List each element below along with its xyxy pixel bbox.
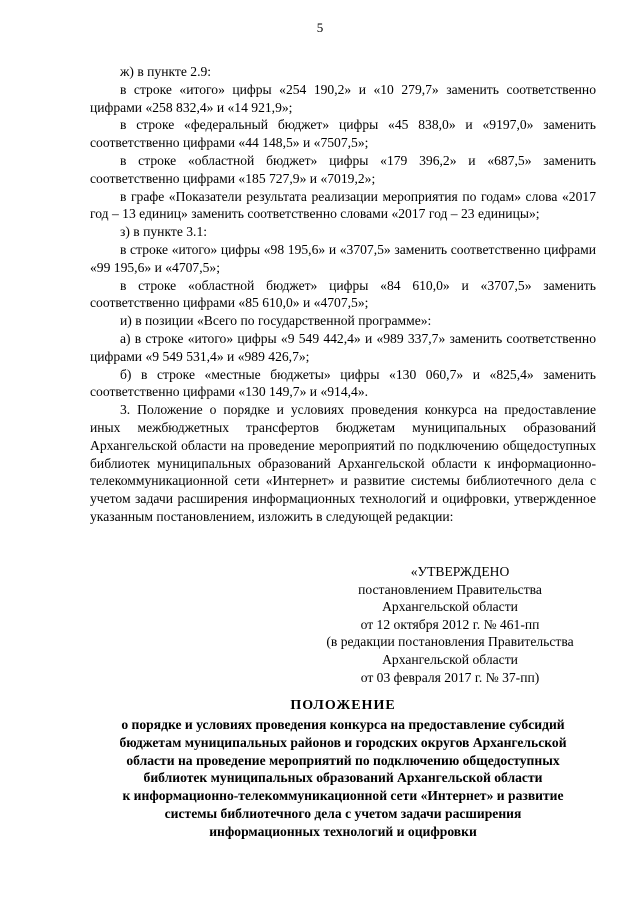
title-heading: ПОЛОЖЕНИЕ [290,698,396,713]
paragraph-local-budgets: б) в строке «местные бюджеты» цифры «130 060,7» и «825,4» заменить соответственно цифрами «130 149,7» и «914,4». [90,366,596,400]
title-line: бюджетам муниципальных районов и городских округов Архангельской [119,734,567,750]
paragraph-total-3-1: в строке «итого» цифры «98 195,6» и «3707,5» заменить соответственно цифрами «99 195,6» и «4707,5»; [90,241,596,275]
paragraph-section-3: 3. Положение о порядке и условиях проведения конкурса на предоставление иных межбюджетных трансфертов бюджетам муниципальных образований Архангельской области на проведение мероприятий по подключению общедоступных библиотек муниципальных образований Архангельской области к информационно-телекоммуникационной сети «Интернет» и развитие системы библиотечного дела с учетом задачи расширения информационных технологий и оцифровки, утвержденное указанным постановлением, изложить в следующей редакции: [90,402,596,524]
amendment-text [90,63,596,526]
stamp-line: Архангельской области [382,599,518,615]
title-line: системы библиотечного дела с учетом задачи расширения [164,805,522,821]
title-line: области на проведение мероприятий по подключению общедоступных [126,752,560,768]
stamp-line: «УТВЕРЖДЕНО [410,564,510,579]
title-line: информационных технологий и оцифровки [209,823,477,839]
approval-stamp [300,563,600,686]
page-number: 5 [316,20,324,35]
paragraph-item-zh: ж) в пункте 2.9: [120,64,212,79]
paragraph-regional-budget: в строке «областной бюджет» цифры «179 396,2» и «687,5» заменить соответственно цифрами «185 727,9» и «7019,2»; [90,152,596,186]
stamp-line: от 12 октября 2012 г. № 461-пп [360,616,540,632]
paragraph-item-z: з) в пункте 3.1: [120,224,208,240]
paragraph-item-i: и) в позиции «Всего по государственной программе»: [120,313,432,329]
paragraph-total-program: а) в строке «итого» цифры «9 549 442,4» и «989 337,7» заменить соответственно цифрами «9 549 531,4» и «989 426,7»; [90,330,596,364]
paragraph-total-2-9: в строке «итого» цифры «254 190,2» и «10 279,7» заменить соответственно цифрами «258 832,4» и «14 921,9»; [90,81,596,115]
title-subtitle [80,716,606,841]
stamp-line: от 03 февраля 2017 г. № 37-пп) [360,669,540,685]
stamp-line: постановлением Правительства [358,581,542,597]
title-line: библиотек муниципальных образований Архангельской области [143,770,543,786]
stamp-line: (в редакции постановления Правительства [326,634,574,650]
paragraph-federal-budget: в строке «федеральный бюджет» цифры «45 838,0» и «9197,0» заменить соответственно цифрами «44 148,5» и «7507,5»; [90,117,596,151]
stamp-line: Архангельской области [382,651,518,667]
document-title [80,697,606,841]
paragraph-results-column: в графе «Показатели результата реализации мероприятия по годам» слова «2017 год – 13 единиц» заменить соответственно словами «2017 год – 23 единицы»; [90,188,596,222]
paragraph-regional-budget-3-1: в строке «областной бюджет» цифры «84 610,0» и «3707,5» заменить соответственно цифрами «85 610,0» и «4707,5»; [90,277,596,311]
title-line: о порядке и условиях проведения конкурса на предоставление субсидий [121,717,565,732]
title-line: к информационно-телекоммуникационной сети «Интернет» и развитие [122,788,564,804]
